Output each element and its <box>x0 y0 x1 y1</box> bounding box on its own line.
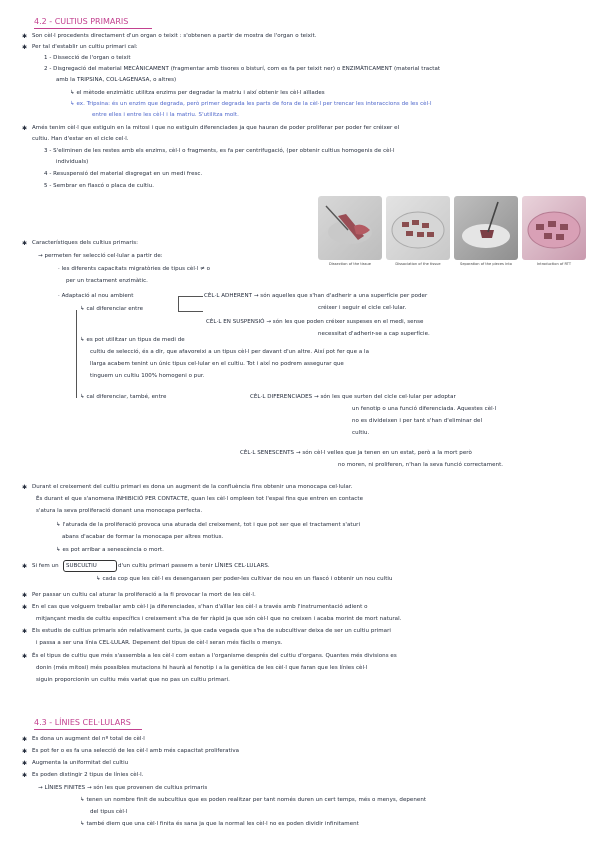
tissue-pieces-illustration <box>386 196 450 260</box>
note-line: i passa a ser una línia CEL·LULAR. Depenent del tipus de cèl·l seran més fàcils o menys. <box>36 640 283 646</box>
section-number: 4.2 <box>34 17 47 26</box>
bullet-star-icon: ✱ <box>22 760 28 767</box>
bullet-star-icon: ✱ <box>22 33 28 40</box>
note-line: Son cèl·l procedents directament d'un organ o teixit : s'obtenen a partir de mostra de l'organ o teixit. <box>32 33 317 39</box>
note-line: Si fem un <box>32 563 59 569</box>
tissue-dissection-illustration <box>318 196 382 260</box>
note-line: ↳ cal diferenciar, també, entre <box>80 394 167 400</box>
photo-caption: Dissection of the tissue <box>328 262 371 266</box>
note-line: En el cas que volguem treballar amb cèl·l ja diferenciades, s'han d'aïllar les cèl·l a través amb l'instrumentació adient o <box>32 604 368 610</box>
note-line: 4 - Resuspensió del material disgregat en un medi fresc. <box>44 171 203 177</box>
note-line: s'atura la seva proliferació donant una monocapa perfecta. <box>36 508 203 514</box>
bullet-star-icon: ✱ <box>22 44 28 51</box>
note-line: → permeten fer selecció cel·lular a partir de: <box>38 253 163 259</box>
branch-connector <box>76 310 83 398</box>
bullet-star-icon: ✱ <box>22 125 28 132</box>
note-line: ↳ tenen un nombre finit de subcultius que es poden realitzar per tant només duren un cert temps, més o menys, depenent <box>80 797 427 803</box>
note-line: És durant el que s'anomena INHIBICIÓ PER CONTACTE, quan les cèl·l ompleen tot l'espai fins que entren en contacte <box>36 496 364 502</box>
bullet-star-icon: ✱ <box>22 563 28 570</box>
bullet-star-icon: ✱ <box>22 604 28 611</box>
bullet-star-icon: ✱ <box>22 592 28 599</box>
photo-separation <box>454 196 518 260</box>
note-line: 1 - Dissecció de l'organ o teixit <box>44 55 131 61</box>
note-line: tinguem un cultiu 100% homogeni o pur. <box>90 373 205 379</box>
note-line-senescent: CÈL·L SENESCENTS → són cèl·l velles que ja tenen en un estat, però a la mort però <box>240 450 472 456</box>
note-line-suspension: CÈL·L EN SUSPENSIÓ → són les que poden créixer suspeses en el medi, sense <box>206 319 424 325</box>
note-line: Durant el creixement del cultiu primari es dona un augment de la confluència fins obtenir una monocapa cel·lular. <box>32 484 353 490</box>
note-line: créixer i seguir el cicle cel·lular. <box>318 305 407 311</box>
section-title: - CULTIUS PRIMARIS <box>49 17 129 26</box>
section-title: - LÍNIES CEL·LULARS <box>49 718 131 727</box>
section-number: 4.3 <box>34 718 47 727</box>
photo-dissociation <box>386 196 450 260</box>
note-line: Característiques dels cultius primaris: <box>32 240 139 246</box>
note-line: · les diferents capacitats migratòries de tipus cèl·l ≠ o <box>58 266 210 272</box>
bullet-star-icon: ✱ <box>22 772 28 779</box>
bullet-star-icon: ✱ <box>22 240 28 247</box>
note-line-adherent: CÈL·L ADHERENT → són aquelles que s'han d'adherir a una superfície per poder <box>204 293 428 299</box>
note-line: Es poden distingir 2 tipus de línies cèl·l. <box>32 772 144 778</box>
note-line: cultiu de selecció, és a dir, que afavoreixi a un tipus cèl·l per davant d'un altre. Així pot fer que a la <box>90 349 370 355</box>
note-line: ↳ es pot arribar a senescència o mort. <box>56 547 164 553</box>
bullet-star-icon: ✱ <box>22 484 28 491</box>
note-line: siguin proporcionin un cultiu més variat que no pas un cultiu primari. <box>36 677 230 683</box>
subculture-label: SUBCULTIU <box>66 563 97 569</box>
bullet-star-icon: ✱ <box>22 628 28 635</box>
note-line: · Adaptació al nou ambient <box>58 293 134 299</box>
section-heading-cell-lines <box>34 718 131 728</box>
note-line: 5 - Sembrar en flascó o placa de cultiu. <box>44 183 155 189</box>
note-line: cultiu. <box>352 430 370 436</box>
note-line: ↳ es pot utilitzar un tipus de medi de <box>80 337 185 343</box>
photo-rtt <box>522 196 586 260</box>
procedure-photos <box>318 196 588 272</box>
note-line: no moren, ni proliferen, n'han la seva funció correctament. <box>338 462 504 468</box>
note-line: → LÍNIES FINITES → són les que provenen de cultius primaris <box>38 785 208 791</box>
note-line: Es pot fer o es fa una selecció de les cèl·l amb més capacitat proliferativa <box>32 748 240 754</box>
note-line: Augmenta la uniformitat del cultiu <box>32 760 129 766</box>
note-line-example: entre elles i entre les cèl·l i la matriu. S'utilitza molt. <box>92 112 239 118</box>
note-line: un fenotip o una funció diferenciada. Aquestes cèl·l <box>352 406 497 412</box>
note-line: 2 - Disgregació del material MECÀNICAMENT (fragmentar amb tisores o bisturí, com es fa per teixit ner) o ENZIMÀTICAMENT (material tractat <box>44 66 441 72</box>
note-line: És el tipus de cultiu que més s'assembla a les cèl·l com estan a l'organisme després del cultiu d'organs. Quantes més divisions es <box>32 653 397 659</box>
note-line: Per tal d'establir un cultiu primari cal: <box>32 44 138 50</box>
note-line: 3 - S'eliminen de les restes amb els enzims, cèl·l o fragments, es fa per centrifugació, (per obtenir cultius homogenis de cèl·l <box>44 148 395 154</box>
note-line: Per passar un cultiu cal aturar la proliferació a la fi provocar la mort de les cèl·l. <box>32 592 256 598</box>
note-line: necessitat d'adherir-se a cap superfície. <box>318 331 430 337</box>
photo-dissection <box>318 196 382 260</box>
note-line: del tipus cèl·l <box>90 809 128 815</box>
note-line: mitjançant medis de cultiu específics i creixement s'ha de fer ràpid ja que són cèl·l que no creixen i acaba morint de mort natural. <box>36 616 402 622</box>
note-line: d'un cultiu primari passem a tenir LÍNIES CEL·LULARS. <box>118 563 270 569</box>
bullet-star-icon: ✱ <box>22 748 28 755</box>
note-line: abans d'acabar de formar la monocapa per altres motius. <box>62 534 224 540</box>
note-line: individuals) <box>56 159 89 165</box>
bullet-star-icon: ✱ <box>22 653 28 660</box>
bullet-star-icon: ✱ <box>22 736 28 743</box>
section-heading-primary-cultures <box>34 17 128 27</box>
note-line: Es dona un augment del nº total de cèl·l <box>32 736 145 742</box>
note-line: ↳ l'aturada de la proliferació provoca una aturada del creixement, tot i que pot ser que el tractament s'aturi <box>56 522 361 528</box>
heading-underline <box>34 729 142 730</box>
photo-caption: Separation of the pieces into <box>460 262 512 266</box>
note-line: per un tractament enzimàtic. <box>66 278 148 284</box>
note-line: ↳ el mètode enzimàtic utilitza enzims per degradar la matriu i així obtenir les cèl·l aïllades <box>70 90 325 96</box>
note-line: Els estudis de cultius primaris són relativament curts, ja que cada vegada que s'ha de subcultivar deixa de ser un cultiu primari <box>32 628 391 634</box>
note-line: cultiu. Han d'estar en el cicle cel·l. <box>32 136 129 142</box>
note-line: ↳ també diem que una cèl·l finita és sana ja que la normal les cèl·l no es poden dividir infinitament <box>80 821 359 827</box>
note-line: ↳ cada cop que les cèl·l es desenganxen per poder-les cultivar de nou en un flascó i obtenir un nou cultiu <box>96 576 393 582</box>
photo-caption: Introduction of RTT <box>536 262 572 266</box>
note-line-example: ↳ ex. Tripsina: és un enzim que degrada, però primer degrada les parts de fora de la cèl·l per trencar les interaccions de les cèl·l <box>70 101 432 107</box>
note-line: amb la TRIPSINA, COL·LAGENASA, o altres) <box>56 77 177 83</box>
branch-connector <box>178 296 203 312</box>
note-line: donin (més mitosi) més possibles mutacions hi haurà al fenotip i a la genètica de les cèl·l que faran que les línies cèl·l <box>36 665 368 671</box>
photo-caption: Dissociation of the tissue <box>395 262 441 266</box>
heading-underline <box>34 28 152 29</box>
note-line: llarga acabem tenint un únic tipus cel·lular en el cultiu. Tot i així no podrem assegurar que <box>90 361 344 367</box>
note-line: Amés tenim cèl·l que estiguin en la mitosi i que no estiguin diferenciades ja que hauran de poder proliferar per poder fer créixer el <box>32 125 400 131</box>
culture-dish-illustration <box>522 196 586 260</box>
tissue-separation-illustration <box>454 196 518 260</box>
note-line: ↳ cal diferenciar entre <box>80 306 144 312</box>
note-line: no es divideixen i per tant s'han d'eliminar del <box>352 418 483 424</box>
note-line-differentiated: CÈL·L DIFERENCIADES → són les que surten del cicle cel·lular per adoptar <box>250 394 456 400</box>
